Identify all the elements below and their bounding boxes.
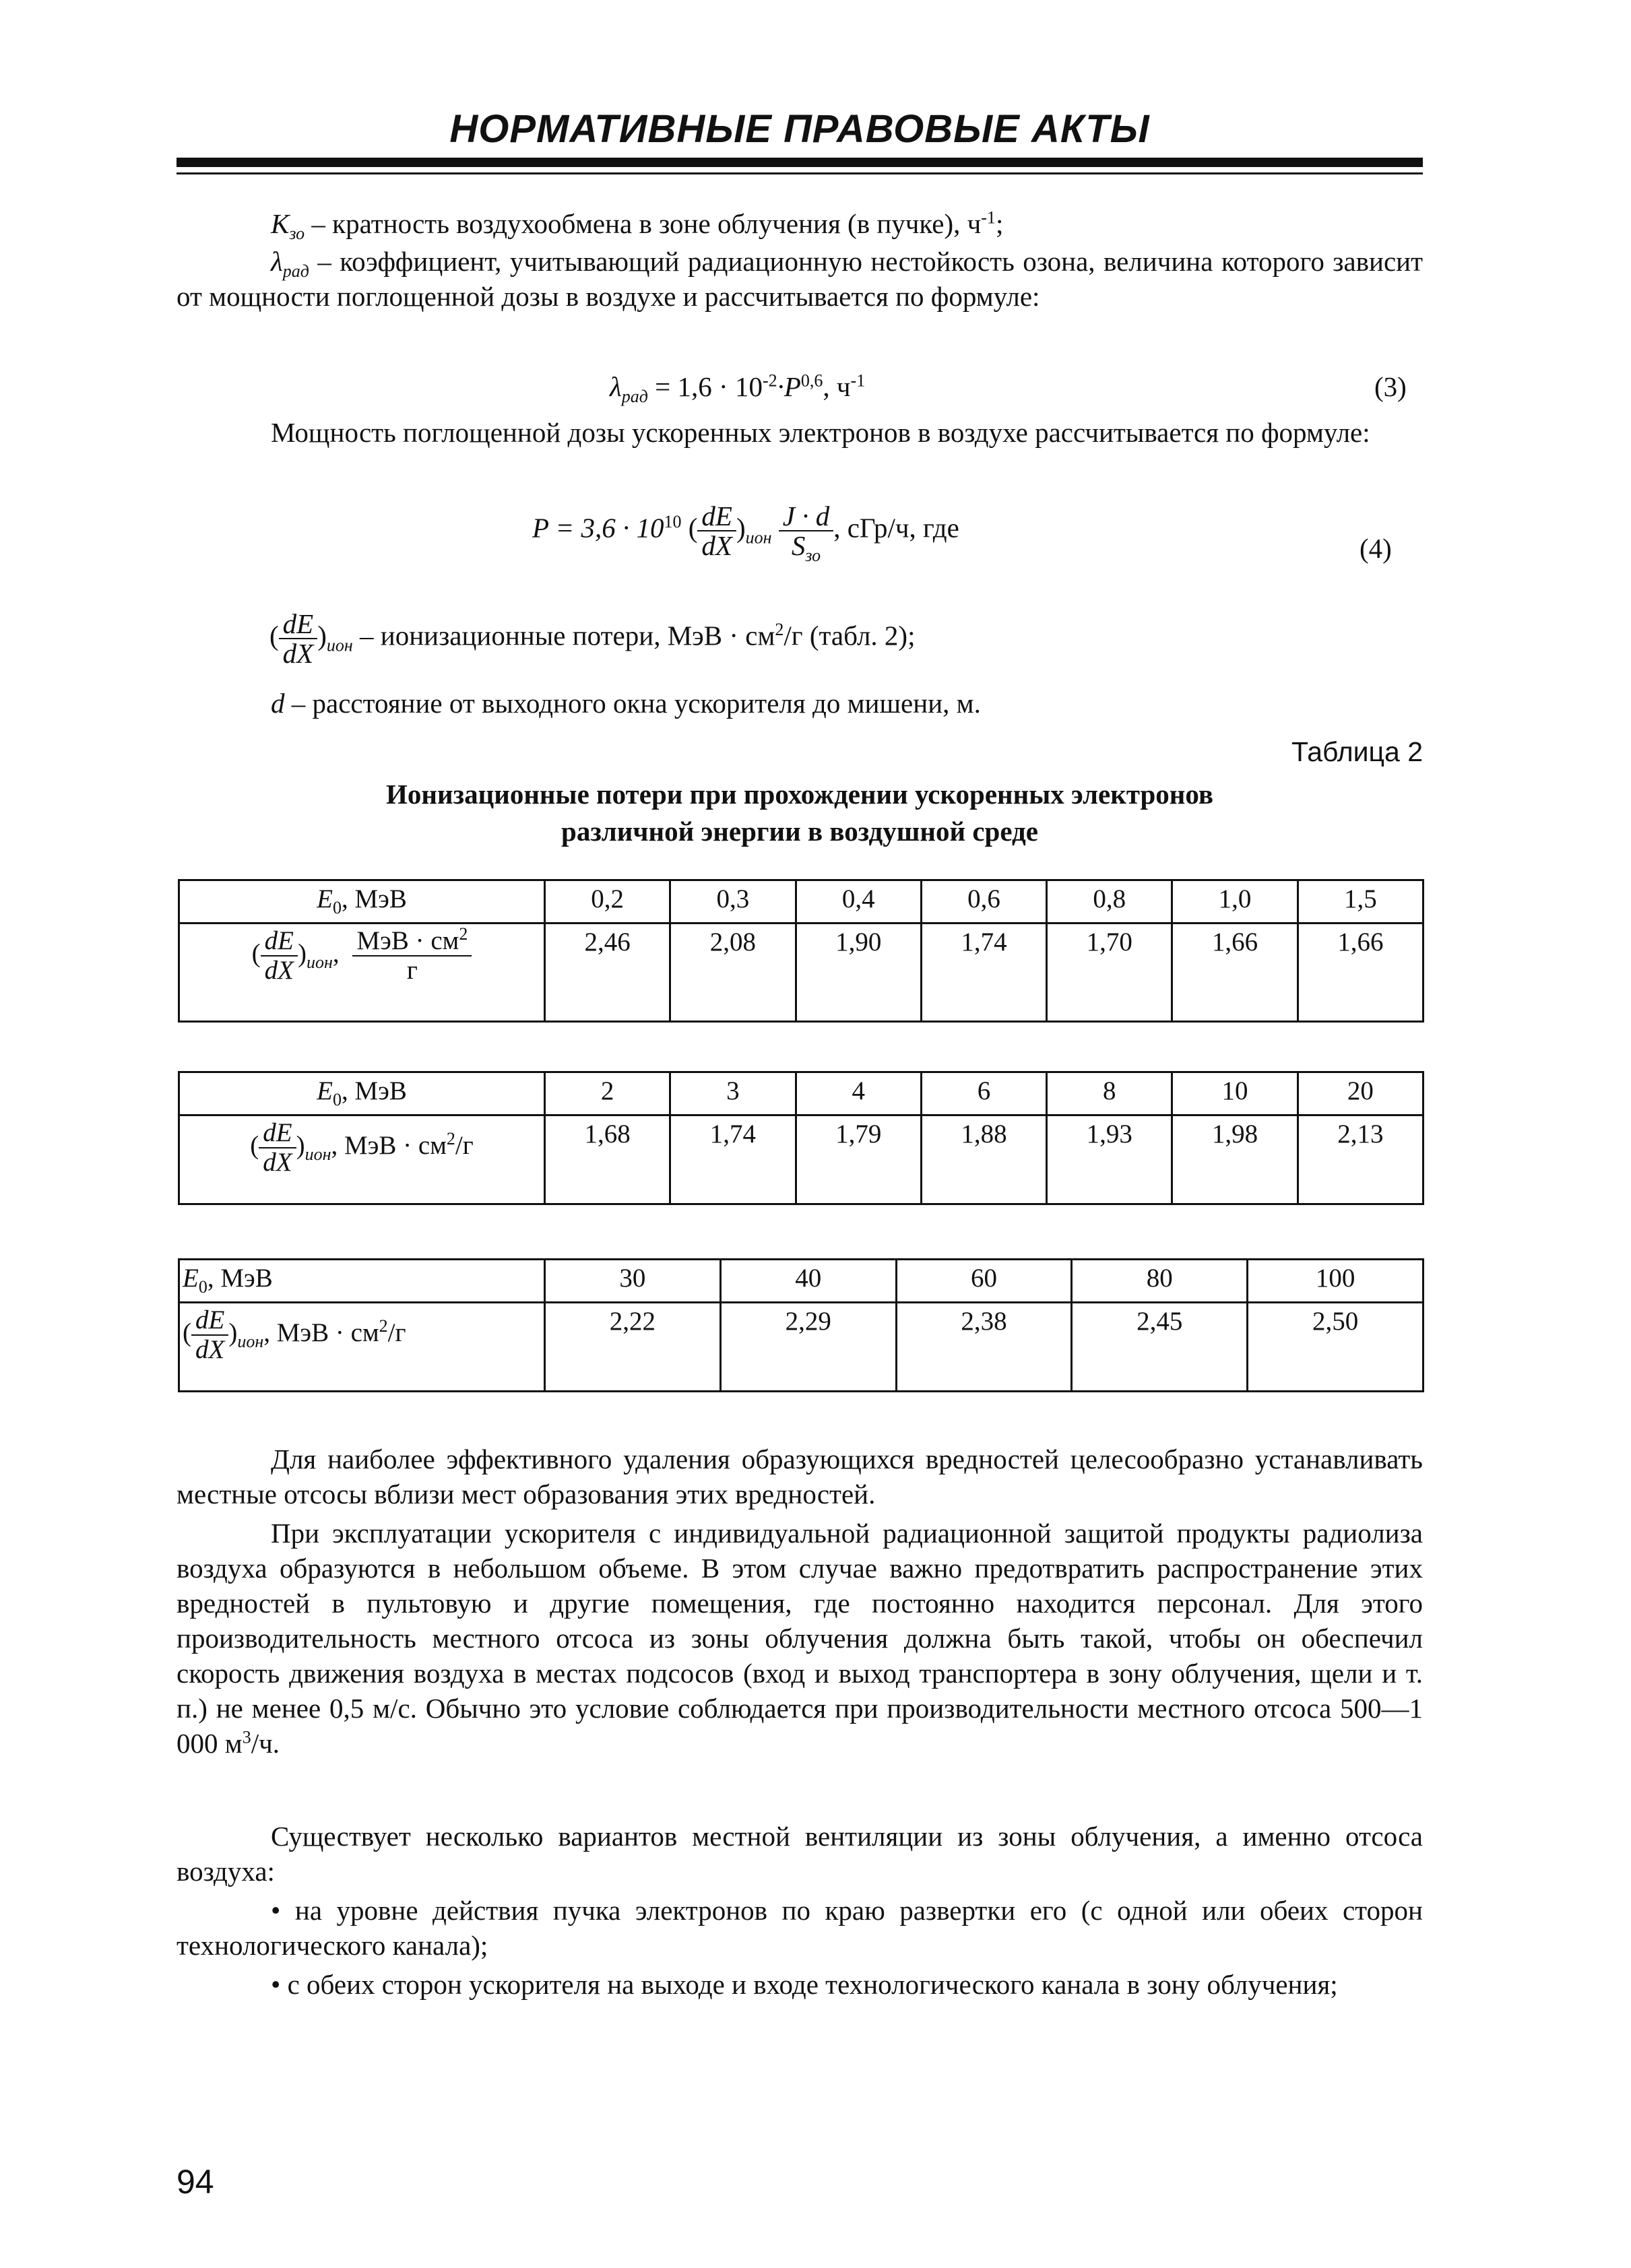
table-part-3 [178, 1258, 1424, 1392]
formula-3: $\lambda_{рад} = 1,6 \cdot 10^{-2}\cdot P^{0,6}$, $ч^{-1}$ [610, 370, 866, 407]
e0-label: $E_0$, МэВ [179, 1260, 545, 1303]
table-cell: 2,38 [896, 1303, 1072, 1392]
table-cell: 1,88 [921, 1115, 1046, 1204]
table-cell: 0,3 [670, 880, 796, 924]
table-cell: 2,50 [1248, 1303, 1424, 1392]
e0-label: $E_0$, МэВ [179, 1072, 545, 1115]
table-cell: 2,13 [1298, 1115, 1423, 1204]
def-ionization-loss: ( $\frac{dE}{dX}$ )$_{ион}$ – ионизационные потери, МэВ · $см^2/г$ (табл. 2); [269, 608, 916, 669]
table-caption: Таблица 2 [1291, 736, 1423, 767]
table-part-1 [178, 879, 1424, 1023]
table-cell: 80 [1072, 1260, 1248, 1303]
body-paragraph-3: Существует несколько вариантов местной вентиляции из зоны облучения, а именно отсоса воздуха: [177, 1821, 1423, 1887]
body-paragraph-2: При эксплуатации ускорителя с индивидуальной радиационной защитой продукты радиолиза воздуха образуются в небольшом объеме. В этом случае важно предотвратить распространение этих вредностей в пультовую и другие помещения, где постоянно находится персонал. Для этого производительность местного отсоса из зоны облучения должна быть такой, чтобы он обеспечил скорость движения воздуха в местах подсосов (вход и выход транспортера в зону облучения, щели и т. п.) не менее 0,5 м/с. Обычно это условие соблюдается при производительности местного отсоса 500—1 000 $м^3/ч$. [177, 1518, 1423, 1759]
running-header: НОРМАТИВНЫЕ ПРАВОВЫЕ АКТЫ [449, 107, 1150, 151]
table-cell: 1,93 [1047, 1115, 1172, 1204]
table-cell: 0,6 [921, 880, 1046, 924]
table-cell: 8 [1047, 1072, 1172, 1115]
table-cell: 1,66 [1298, 924, 1423, 1022]
table-cell: 0,4 [796, 880, 921, 924]
table-cell: 1,70 [1047, 924, 1172, 1022]
fraction-jd-szo: $\frac{J \cdot d}{S_{зо}}$ [779, 502, 833, 560]
equation-number-3: (3) [1374, 371, 1407, 402]
bullet-item-1: • на уровне действия пучка электронов по краю развертки его (с одной или обеих сторон технологического канала); [177, 1895, 1423, 1961]
table-cell: 2,22 [545, 1303, 721, 1392]
formula-4: $P = 3,6 \cdot 10^{10}$ ( $\frac{dE}{dX}$ )$_{ион}$ $\frac{J \cdot d}{S_{зо}}$ , сГр/ч, где [532, 500, 959, 566]
bullet-icon: • [271, 1969, 288, 2000]
table-cell: 1,5 [1298, 880, 1423, 924]
def-lambda-rad: $\lambda_{рад}$ – коэффициент, учитывающий радиационную нестойкость озона, величина которого зависит от мощности поглощенной дозы в воздухе и рассчитывается по формуле: [177, 246, 1423, 312]
table-cell: 30 [545, 1260, 721, 1303]
table-cell: 0,8 [1047, 880, 1172, 924]
table-title-line2: различной энергии в воздушной среде [561, 816, 1038, 847]
table-cell: 3 [670, 1072, 796, 1115]
header-rule-thick [177, 158, 1423, 167]
table-cell: 40 [720, 1260, 896, 1303]
table-cell: 1,74 [921, 924, 1046, 1022]
table-part-2 [178, 1071, 1424, 1205]
def-kzo: $K_{зо}$ – кратность воздухообмена в зоне облучения (в пучке), $ч^{-1}$; [271, 207, 1004, 244]
header-rule-thin [177, 172, 1423, 174]
def-distance: d – расстояние от выходного окна ускорителя до мишени, м. [271, 688, 981, 719]
bullet-item-2: • с обеих сторон ускорителя на выходе и входе технологического канала в зону облучения; [271, 1969, 1338, 2000]
table-cell: 60 [896, 1260, 1072, 1303]
equation-number-4: (4) [1360, 533, 1392, 564]
table-cell: 20 [1298, 1072, 1423, 1115]
table-cell: 2,29 [720, 1303, 896, 1392]
table-cell: 1,0 [1172, 880, 1298, 924]
e0-label: $E_0$, МэВ [179, 880, 545, 924]
table-cell: 2 [545, 1072, 670, 1115]
table-cell: 4 [796, 1072, 921, 1115]
page-number: 94 [177, 2163, 214, 2201]
table-cell: 1,90 [796, 924, 921, 1022]
table-cell: 1,98 [1172, 1115, 1298, 1204]
loss-label: ( $\frac{dE}{dX}$ )$_{ион}$, МэВ · $см^2/г$ [179, 1115, 545, 1204]
table-cell: 2,08 [670, 924, 796, 1022]
table-cell: 2,46 [545, 924, 670, 1022]
loss-label: ( $\frac{dE}{dX}$ )$_{ион}$, $\frac{МэВ \cdot см^2}{г}$ [179, 924, 545, 1022]
bullet-icon: • [271, 1895, 295, 1926]
table-cell: 10 [1172, 1072, 1298, 1115]
table-cell: 0,2 [545, 880, 670, 924]
body-paragraph-1: Для наиболее эффективного удаления образующихся вредностей целесообразно устанавливать местные отсосы вблизи мест образования этих вредностей. [177, 1444, 1423, 1510]
para-dose-rate: Мощность поглощенной дозы ускоренных электронов в воздухе рассчитывается по формуле: [271, 417, 1370, 448]
table-cell: 1,68 [545, 1115, 670, 1204]
table-cell: 1,66 [1172, 924, 1298, 1022]
table-cell: 6 [921, 1072, 1046, 1115]
table-title-line1: Ионизационные потери при прохождении ускоренных электронов [385, 779, 1214, 810]
loss-label: ( $\frac{dE}{dX}$ )$_{ион}$, МэВ · $см^2/г$ [179, 1303, 545, 1392]
table-cell: 2,45 [1072, 1303, 1248, 1392]
table-cell: 1,74 [670, 1115, 796, 1204]
table-cell: 1,79 [796, 1115, 921, 1204]
table-cell: 100 [1248, 1260, 1424, 1303]
fraction-de-dx: $\frac{dE}{dX}$ [697, 502, 736, 560]
